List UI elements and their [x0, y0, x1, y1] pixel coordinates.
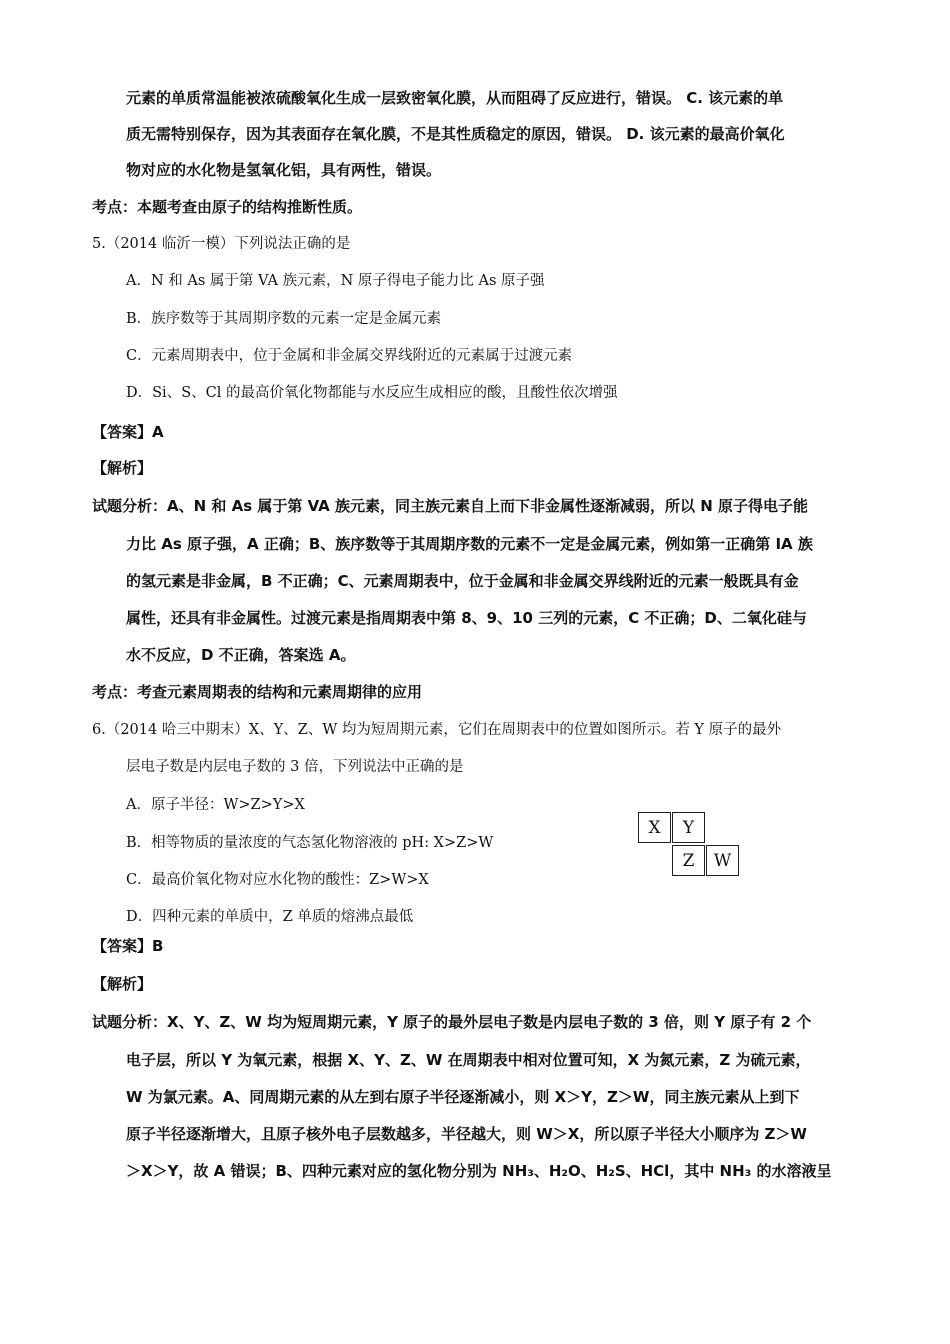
q6-analysis-label: 【解析】: [92, 975, 153, 993]
q5-analysis-label: 【解析】: [92, 459, 153, 477]
q6-option-a: A．原子半径：W>Z>Y>X: [126, 797, 305, 813]
q6-stem-line-2: 层电子数是内层电子数的 3 倍，下列说法中正确的是: [126, 759, 464, 775]
q5-analysis-line-3: 的氢元素是非金属，B 不正确；C、元素周期表中，位于金属和非金属交界线附近的元素一般既具有金: [126, 572, 799, 590]
figure-cell-y: Y: [672, 812, 705, 843]
q6-analysis-line-2: 电子层，所以 Y 为氧元素，根据 X、Y、Z、W 在周期表中相对位置可知，X 为氮元素，Z 为硫元素，: [126, 1051, 811, 1069]
q5-answer: 【答案】A: [92, 423, 164, 441]
prev-explanation-line-3: 物对应的水化物是氢氧化铝，具有两性，错误。: [126, 161, 442, 179]
prev-kaodian: 考点：本题考查由原子的结构推断性质。: [92, 198, 363, 216]
figure-cell-w: W: [706, 845, 739, 876]
q5-stem: 5.（2014 临沂一模）下列说法正确的是: [92, 236, 351, 252]
q5-option-c: C．元素周期表中，位于金属和非金属交界线附近的元素属于过渡元素: [126, 348, 573, 364]
q6-option-c: C．最高价氧化物对应水化物的酸性：Z>W>X: [126, 872, 429, 888]
q6-analysis-line-5: ＞X＞Y，故 A 错误；B、四种元素对应的氢化物分别为 NH₃、H₂O、H₂S、HCl，其中 NH₃ 的水溶液呈: [126, 1162, 832, 1180]
q6-analysis-line-4: 原子半径逐渐增大，且原子核外电子层数越多，半径越大，则 W＞X，所以原子半径大小顺序为 Z＞W: [126, 1125, 807, 1143]
figure-cell-x: X: [638, 812, 671, 843]
q6-option-d: D．四种元素的单质中，Z 单质的熔沸点最低: [126, 909, 414, 925]
prev-explanation-line-1: 元素的单质常温能被浓硫酸氧化生成一层致密氧化膜，从而阻碍了反应进行，错误。 C. 该元素的单: [126, 89, 784, 107]
q5-option-d: D．Si、S、Cl 的最高价氧化物都能与水反应生成相应的酸，且酸性依次增强: [126, 385, 618, 401]
figure-cell-z: Z: [672, 845, 705, 876]
q5-analysis-line-1: 试题分析：A、N 和 As 属于第 VA 族元素，同主族元素自上而下非金属性逐渐减弱，所以 N 原子得电子能: [92, 497, 809, 515]
q5-option-a: A．N 和 As 属于第 VA 族元素，N 原子得电子能力比 As 原子强: [126, 273, 545, 289]
q6-option-b: B．相等物质的量浓度的气态氢化物溶液的 pH: X>Z>W: [126, 835, 494, 851]
q6-stem-line-1: 6.（2014 哈三中期末）X、Y、Z、W 均为短周期元素，它们在周期表中的位置如图所示。若 Y 原子的最外: [92, 722, 782, 738]
q6-analysis-line-3: W 为氯元素。A、同周期元素的从左到右原子半径逐渐减小，则 X＞Y，Z＞W，同主族元素从上到下: [126, 1088, 800, 1106]
q5-kaodian: 考点：考查元素周期表的结构和元素周期律的应用: [92, 683, 423, 701]
prev-explanation-line-2: 质无需特别保存，因为其表面存在氧化膜，不是其性质稳定的原因，错误。 D. 该元素的最高价氧化: [126, 125, 785, 143]
q5-analysis-line-2: 力比 As 原子强，A 正确；B、族序数等于其周期序数的元素不一定是金属元素，例如第一正确第 IA 族: [126, 535, 813, 553]
q5-analysis-line-4: 属性，还具有非金属性。过渡元素是指周期表中第 8、9、10 三列的元素，C 不正确；D、二氧化硅与: [126, 609, 807, 627]
q6-answer: 【答案】B: [92, 937, 164, 955]
periodic-position-figure: [638, 812, 740, 878]
q5-option-b: B．族序数等于其周期序数的元素一定是金属元素: [126, 311, 442, 327]
q5-analysis-line-5: 水不反应，D 不正确，答案选 A。: [126, 646, 356, 664]
q6-analysis-line-1: 试题分析：X、Y、Z、W 均为短周期元素，Y 原子的最外层电子数是内层电子数的 3 倍，则 Y 原子有 2 个: [92, 1013, 812, 1031]
